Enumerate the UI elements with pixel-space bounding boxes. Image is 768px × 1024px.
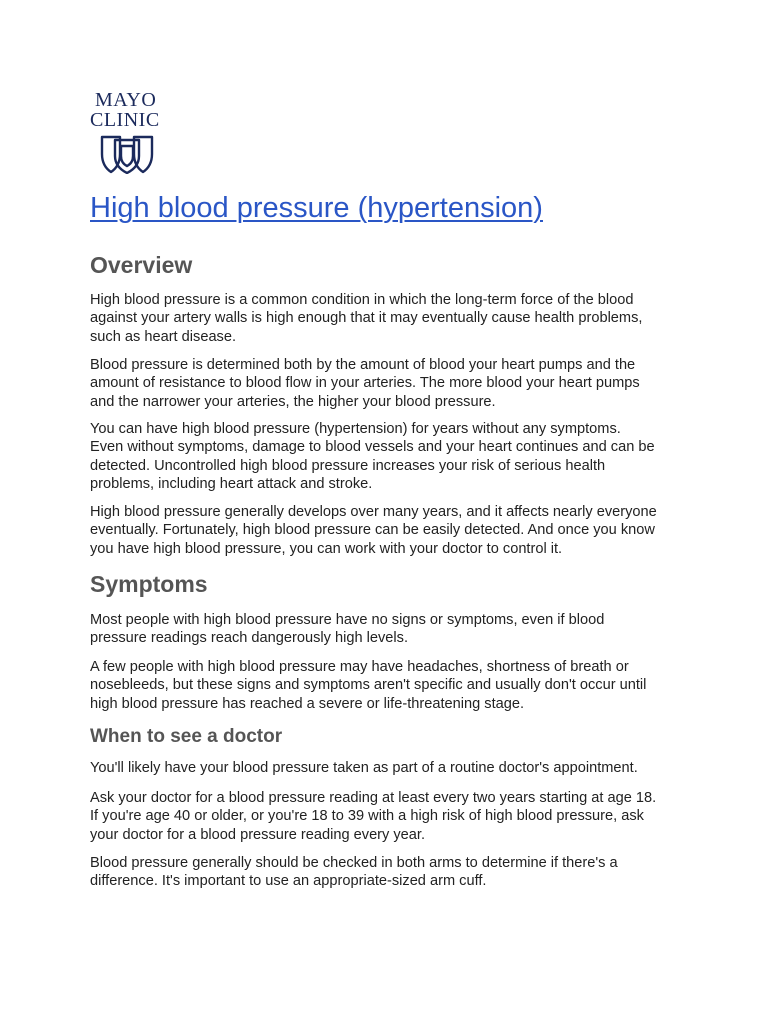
doctor-paragraph-1: You'll likely have your blood pressure taken as part of a routine doctor's appointment. xyxy=(90,760,638,776)
symptoms-paragraph-2: A few people with high blood pressure may have headaches, shortness of breath or nosebleeds, but these signs and symptoms aren't specific and usually don't occur until high blood pressure has reached a severe or life-threatening stage. xyxy=(90,659,647,712)
overview-paragraph-2: Blood pressure is determined both by the amount of blood your heart pumps and the amount of resistance to blood flow in your arteries. The more blood your heart pumps and the narrower your arteries, the higher your blood pressure. xyxy=(90,357,640,410)
overview-heading: Overview xyxy=(90,252,193,278)
logo-word-mayo: MAYO xyxy=(95,89,157,111)
shields-icon xyxy=(100,134,154,174)
symptoms-heading: Symptoms xyxy=(90,571,208,597)
overview-paragraph-4: High blood pressure generally develops over many years, and it affects nearly everyone eventually. Fortunately, high blood pressure can be easily detected. And once you know you have high blood pressure, you can work with your doctor to control it. xyxy=(90,504,657,557)
overview-paragraph-1: High blood pressure is a common condition in which the long-term force of the blood against your artery walls is high enough that it may eventually cause health problems, such as heart disease. xyxy=(90,292,643,345)
doctor-paragraph-2: Ask your doctor for a blood pressure reading at least every two years starting at age 18. If you're age 40 or older, or you're 18 to 39 with a high risk of high blood pressure, ask your doctor for a blood pressure reading every year. xyxy=(90,790,657,843)
doctor-paragraph-3: Blood pressure generally should be checked in both arms to determine if there's a difference. It's important to use an appropriate-sized arm cuff. xyxy=(90,855,618,890)
overview-paragraph-3: You can have high blood pressure (hypertension) for years without any symptoms. Even without symptoms, damage to blood vessels and your heart continues and can be detected. Uncontrolled high blood pressure increases your risk of serious health problems, including heart attack and stroke. xyxy=(90,421,655,493)
when-to-see-doctor-heading: When to see a doctor xyxy=(90,726,283,747)
symptoms-paragraph-1: Most people with high blood pressure have no signs or symptoms, even if blood pressure readings reach dangerously high levels. xyxy=(90,612,605,647)
mayo-clinic-logo xyxy=(90,90,170,174)
page-title-link[interactable]: High blood pressure (hypertension) xyxy=(90,192,543,224)
logo-word-clinic: CLINIC xyxy=(90,109,160,131)
